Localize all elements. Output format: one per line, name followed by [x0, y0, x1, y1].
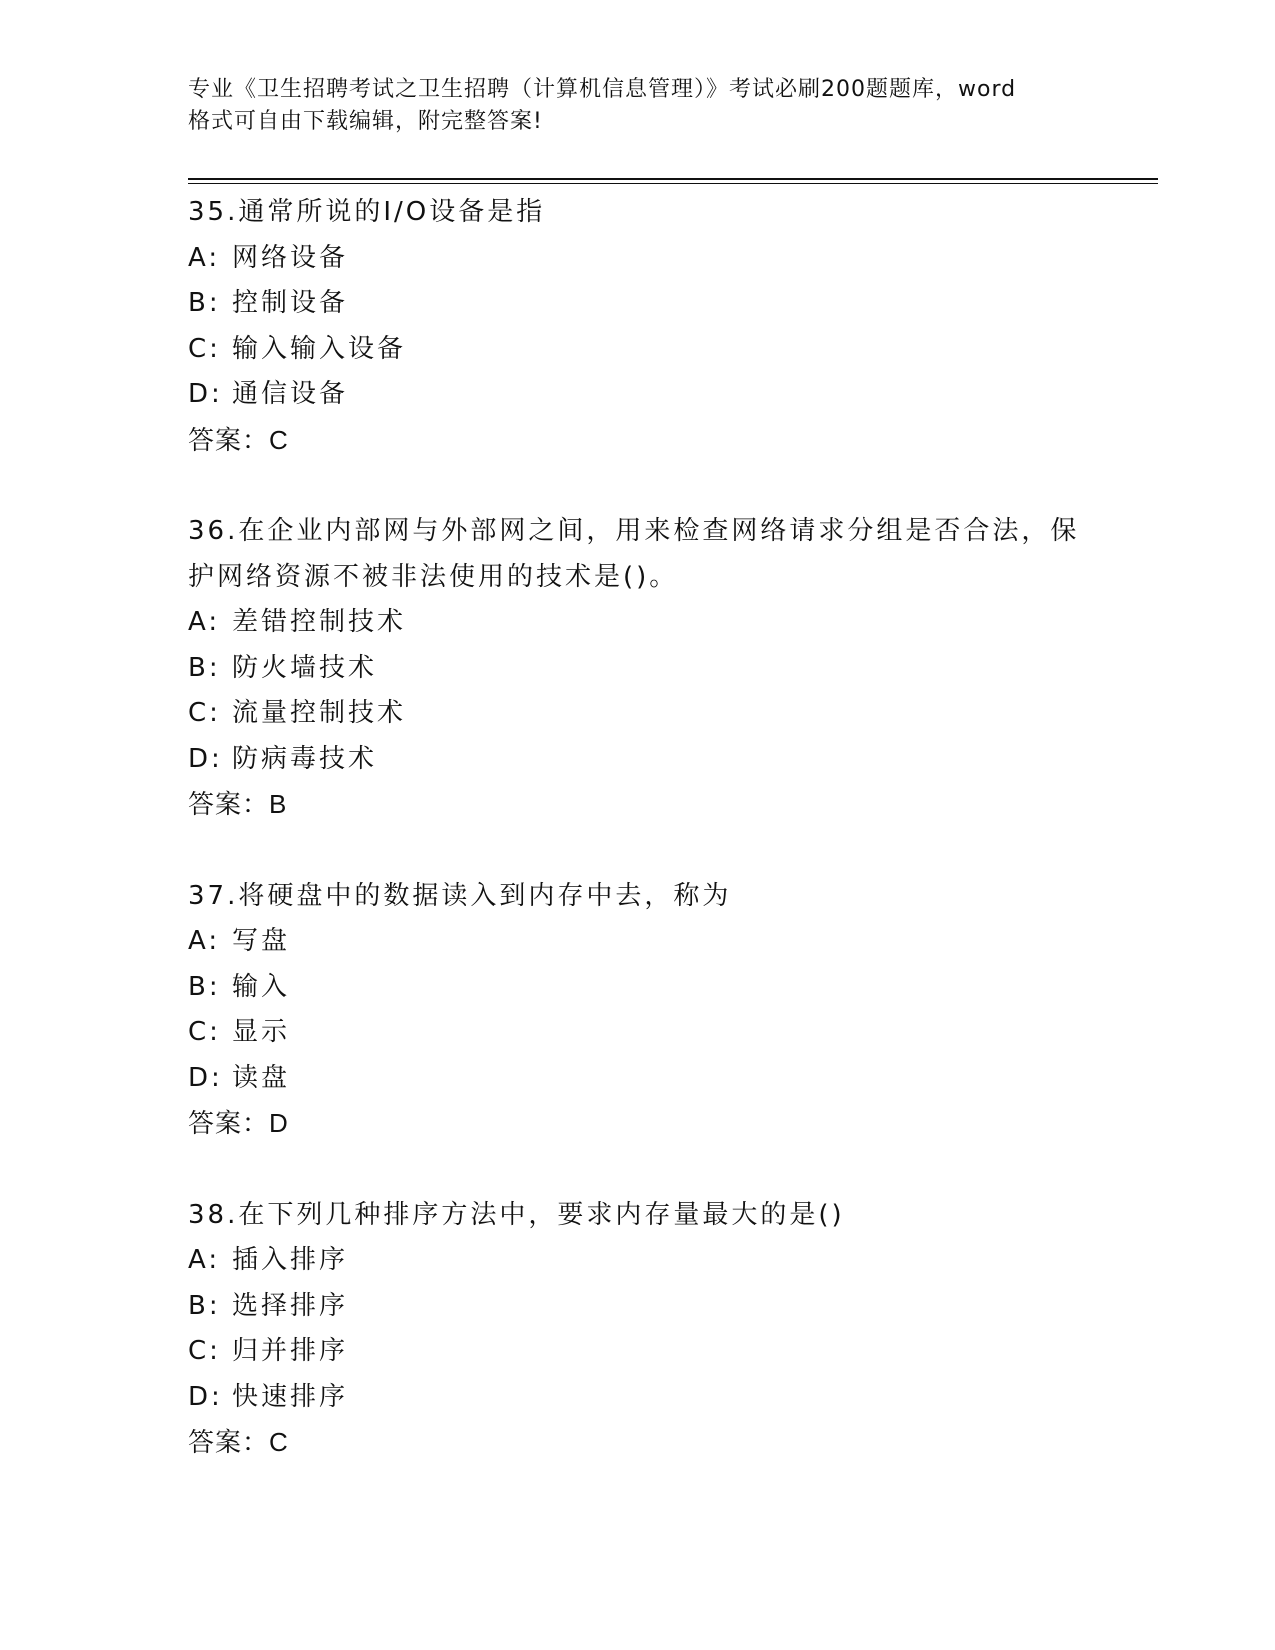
question-37 — [188, 874, 1088, 1147]
option-text: 输入 — [232, 971, 291, 1002]
option-c — [188, 1010, 1088, 1056]
option-text: 归并排序 — [232, 1336, 349, 1366]
option-letter: A: — [188, 242, 221, 273]
option-c — [188, 1329, 1088, 1375]
header-line-1: 专业《卫生招聘考试之卫生招聘（计算机信息管理）》考试必刷200题题库，word — [188, 77, 1017, 102]
option-letter: A: — [188, 926, 221, 956]
question-36 — [188, 509, 1088, 828]
document-header — [188, 74, 1088, 138]
option-d — [188, 1056, 1088, 1102]
option-letter: C: — [188, 698, 221, 728]
question-35 — [188, 190, 1088, 463]
option-d — [188, 737, 1088, 783]
question-38 — [188, 1193, 1088, 1466]
option-text: 显示 — [232, 1017, 291, 1047]
option-b — [188, 965, 1088, 1011]
option-d — [188, 1375, 1088, 1421]
option-text: 差错控制技术 — [232, 607, 407, 637]
option-letter: C: — [188, 1336, 221, 1366]
question-stem: 37.将硬盘中的数据读入到内存中去，称为 — [188, 880, 732, 911]
option-text: 网络设备 — [232, 242, 349, 273]
option-letter: B: — [188, 971, 221, 1002]
header-divider-thick — [188, 178, 1158, 180]
option-b — [188, 281, 1088, 327]
answer-line: 答案：D — [188, 1108, 289, 1138]
option-text: 插入排序 — [232, 1245, 349, 1275]
option-letter: C: — [188, 1017, 221, 1047]
option-a — [188, 600, 1088, 646]
question-stem: 38.在下列几种排序方法中，要求内存量最大的是() — [188, 1199, 845, 1230]
option-a — [188, 236, 1088, 282]
option-letter: A: — [188, 607, 221, 637]
option-text: 防病毒技术 — [232, 743, 378, 774]
option-text: 读盘 — [232, 1062, 291, 1093]
option-letter: B: — [188, 1290, 221, 1321]
option-d — [188, 372, 1088, 418]
header-line-2: 格式可自由下载编辑，附完整答案! — [188, 109, 543, 134]
option-text: 输入输入设备 — [232, 333, 407, 364]
header-divider-thin — [188, 183, 1158, 184]
option-letter: B: — [188, 652, 221, 683]
option-b — [188, 1284, 1088, 1330]
option-text: 控制设备 — [232, 288, 349, 318]
option-a — [188, 1238, 1088, 1284]
option-text: 防火墙技术 — [232, 652, 378, 683]
question-list — [188, 190, 1088, 1512]
option-a — [188, 919, 1088, 965]
option-text: 写盘 — [232, 926, 291, 956]
option-text: 流量控制技术 — [232, 698, 407, 728]
option-letter: A: — [188, 1245, 221, 1275]
option-letter: C: — [188, 333, 221, 364]
answer-line: 答案：C — [188, 1427, 289, 1457]
option-letter: D: — [188, 379, 223, 409]
answer-line: 答案：B — [188, 789, 288, 819]
option-c — [188, 691, 1088, 737]
option-b — [188, 646, 1088, 692]
answer-line: 答案：C — [188, 424, 289, 455]
option-c — [188, 327, 1088, 373]
question-stem-line-1: 36.在企业内部网与外部网之间，用来检查网络请求分组是否合法，保 — [188, 516, 1080, 546]
option-text: 选择排序 — [232, 1290, 349, 1321]
option-text: 快速排序 — [232, 1381, 349, 1412]
option-letter: D: — [188, 743, 223, 774]
option-letter: D: — [188, 1381, 223, 1412]
question-stem-line-2: 护网络资源不被非法使用的技术是()。 — [188, 561, 679, 592]
option-text: 通信设备 — [232, 379, 349, 409]
option-letter: B: — [188, 288, 221, 318]
question-stem: 35.通常所说的I/O设备是指 — [188, 197, 546, 227]
option-letter: D: — [188, 1062, 223, 1093]
